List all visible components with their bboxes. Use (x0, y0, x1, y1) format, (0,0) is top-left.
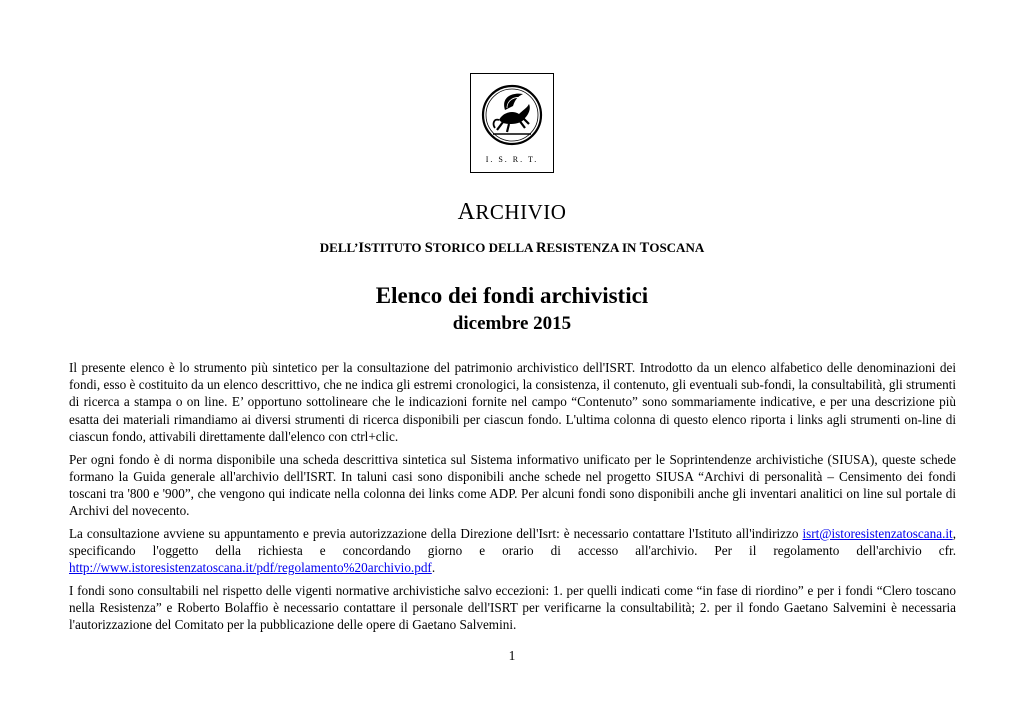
subtitle-part: OSCANA (649, 240, 705, 255)
logo-caption: I. S. R. T. (485, 155, 539, 164)
archive-title (0, 199, 1024, 226)
paragraph-exceptions: I fondi sono consultabili nel rispetto delle vigenti normative archivistiche salvo eccezioni: 1. per quelli indicati come “in fase di riordino” e per i fondi “Clero toscano nella Resistenza” e Roberto Bolaffio è necessario contattare il personale dell'ISRT per verificarne la consultabilità; 2. per il fondo Gaetano Salvemini è necessaria l'autorizzazione del Comitato per la pubblicazione delle opere di Gaetano Salvemini. (69, 582, 956, 633)
subtitle-part: TORICO DELLA (432, 240, 536, 255)
paragraph-siusa: Per ogni fondo è di norma disponibile una scheda descrittiva sintetica sul Sistema informativo unificato per le Soprintendenze archivistiche (SIUSA), queste schede formano la Guida generale all'archivio dell'ISRT. In taluni casi sono disponibili anche schede nel progetto SIUSA “Archivi di personalità – Censimento dei fondi toscani tra '800 e '900”, che vengono qui indicate nella colonna dei links come ADP. Per alcuni fondi sono disponibili anche gli inventari analitici on line sul portale di Archivi del novecento. (69, 451, 956, 519)
subtitle-part: S (424, 240, 433, 256)
isrt-logo (470, 73, 554, 173)
title-rest: RCHIVIO (475, 200, 567, 224)
institute-subtitle (0, 240, 1024, 257)
pegasus-seal-icon (477, 80, 547, 150)
subtitle-part: STITUTO (363, 240, 425, 255)
paragraph-consultation (69, 525, 956, 577)
subtitle-part: I (358, 240, 364, 256)
regulation-link[interactable]: http://www.istoresistenzatoscana.it/pdf/regolamento%20archivio.pdf (69, 560, 432, 576)
paragraph-intro: Il presente elenco è lo strumento più sintetico per la consultazione del patrimonio archivistico dell'ISRT. Introdotto da un elenco alfabetico delle denominazioni dei fondi, esso è costituito da un elenco descrittivo, che ne indica gli estremi cronologici, la consistenza, il contenuto, gli eventuali sub-fondi, la consultabilità, gli strumenti di ricerca a stampa o on line. E’ opportuno sottolineare che le indicazioni fornite nel campo “Contenuto” sono sommariamente indicative, e per una descrizione più esatta dei materiali rimandiamo ai diversi strumenti di ricerca disponibili per ciascun fondo. L'ultima colonna di questo elenco riporta i links agli strumenti on-line di ciascun fondo, attivabili direttamente dall'elenco con ctrl+clic. (69, 360, 956, 444)
intro-text (69, 359, 956, 639)
subtitle-part: R (535, 240, 547, 256)
text-segment: , specificando l'oggetto della richiesta e concordando giorno e orario di accesso all'archivio. Per il regolamento dell'archivio cfr. (69, 525, 956, 559)
text-segment: La consultazione avviene su appuntamento e previa autorizzazione della Direzione dell'Isrt: è necessario contattare l'Istituto all'indirizzo (69, 525, 803, 541)
title-initial: A (457, 199, 476, 225)
subtitle-part: DELL’ (319, 240, 359, 255)
subtitle-part: ESISTENZA IN (546, 240, 640, 255)
subtitle-part: T (639, 240, 650, 256)
email-link[interactable]: isrt@istoresistenzatoscana.it (802, 525, 953, 541)
text-segment: . (431, 560, 436, 576)
page-number: 1 (508, 648, 516, 663)
document-heading: Elenco dei fondi archivistici (375, 283, 649, 308)
document-date: dicembre 2015 (452, 313, 572, 334)
